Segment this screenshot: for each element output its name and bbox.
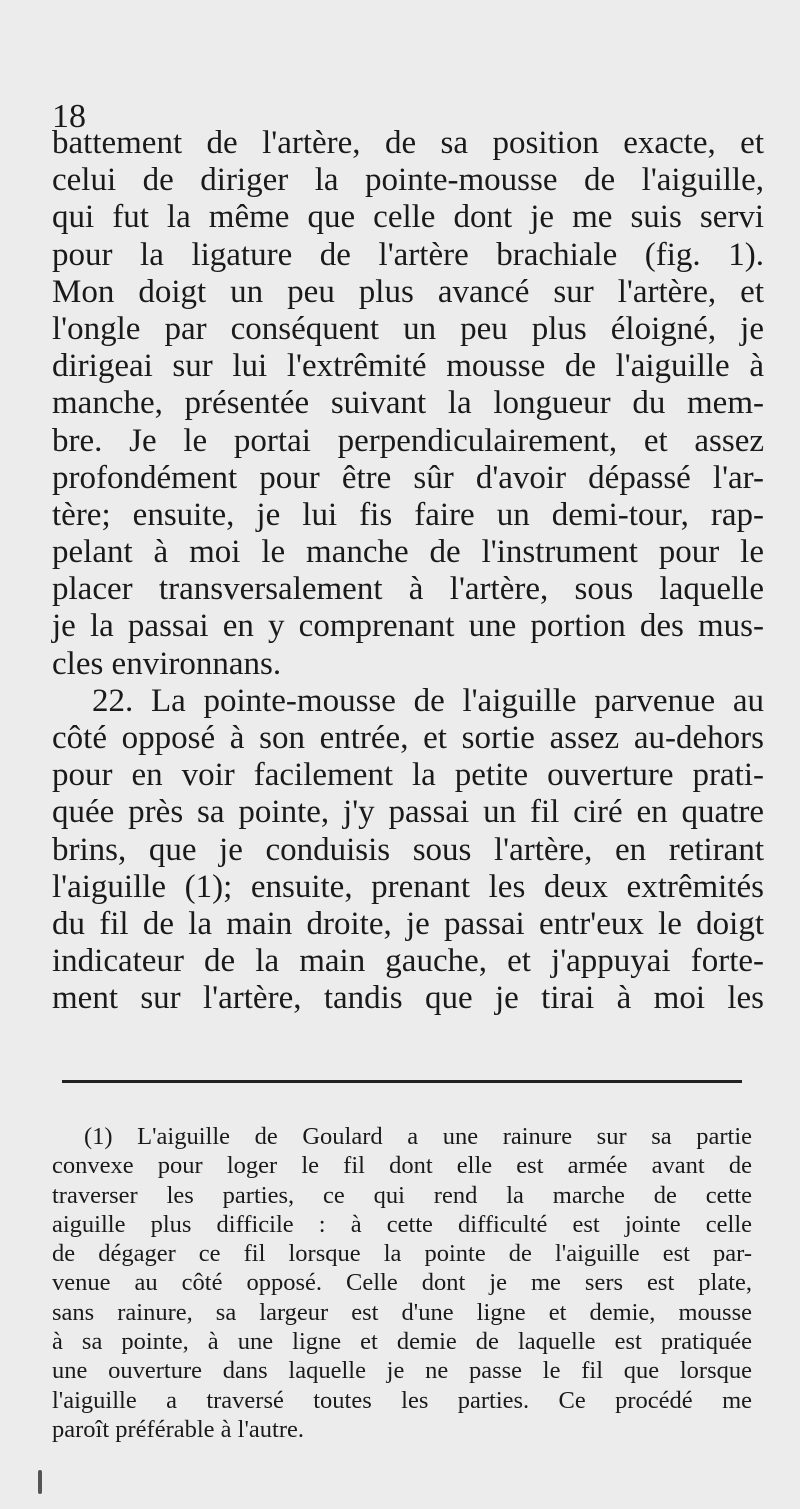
footnote-line: convexe pour loger le fil dont elle est armée avant de [52, 1152, 752, 1180]
text-line: côté opposé à son entrée, et sortie assez au-dehors [52, 720, 764, 756]
text-line: quée près sa pointe, j'y passai un fil ciré en quatre [52, 794, 764, 831]
text-line: dirigeai sur lui l'extrêmité mousse de l'aiguille à [52, 348, 764, 385]
footnote [52, 1122, 752, 1444]
footnote-line: de dégager ce fil lorsque la pointe de l'aiguille est par- [52, 1240, 752, 1268]
footnote-line: à sa pointe, à une ligne et demie de laquelle est pratiquée [52, 1328, 752, 1356]
page-number: 18 [52, 98, 86, 135]
main-text [52, 125, 764, 1018]
text-line: manche, présentée suivant la longueur du mem- [52, 385, 764, 422]
text-line: l'aiguille (1); ensuite, prenant les deux extrêmités [52, 868, 764, 905]
text-line: placer transversalement à l'artère, sous laquelle [52, 571, 764, 608]
text-line: pour la ligature de l'artère brachiale (fig. 1). [52, 236, 764, 273]
text-line: l'ongle par conséquent un peu plus éloigné, je [52, 310, 764, 347]
text-line: cles environnans. [52, 645, 282, 682]
text-line: pelant à moi le manche de l'instrument pour le [52, 534, 764, 571]
text-line: indicateur de la main gauche, et j'appuyai forte- [52, 943, 764, 980]
footnote-line: traverser les parties, ce qui rend la marche de cette [52, 1181, 752, 1209]
text-line: profondément pour être sûr d'avoir dépassé l'ar- [52, 459, 764, 496]
text-line: qui fut la même que celle dont je me suis servi [52, 199, 764, 236]
text-line: du fil de la main droite, je passai entr'eux le doigt [52, 905, 764, 942]
footnote-line: (1) L'aiguille de Goulard a une rainure sur sa partie [84, 1123, 752, 1150]
footnote-line: paroît préférable à l'autre. [52, 1415, 304, 1443]
footnote-separator [62, 1080, 742, 1083]
text-line: 22. La pointe-mousse de l'aiguille parvenue au [92, 682, 764, 719]
footnote-line: venue au côté opposé. Celle dont je me sers est plate, [52, 1269, 752, 1297]
footnote-line: une ouverture dans laquelle je ne passe le fil que lorsque [52, 1357, 752, 1385]
text-line: pour en voir facilement la petite ouverture prati- [52, 757, 764, 794]
page-edge-mark [38, 1470, 42, 1494]
text-line: celui de diriger la pointe-mousse de l'aiguille, [52, 162, 764, 199]
text-line: battement de l'artère, de sa position exacte, et [52, 125, 764, 161]
footnote-line: l'aiguille a traversé toutes les parties. Ce procédé me [52, 1386, 752, 1414]
text-line: brins, que je conduisis sous l'artère, en retirant [52, 831, 764, 868]
text-line: ment sur l'artère, tandis que je tirai à moi les [52, 980, 764, 1017]
text-line: tère; ensuite, je lui fis faire un demi-tour, rap- [52, 496, 764, 533]
text-line: je la passai en y comprenant une portion des mus- [52, 608, 764, 645]
footnote-line: aiguille plus difficile : à cette difficulté est jointe celle [52, 1210, 752, 1238]
text-line: Mon doigt un peu plus avancé sur l'artère, et [52, 273, 764, 310]
text-line: bre. Je le portai perpendiculairement, et assez [52, 422, 764, 459]
footnote-line: sans rainure, sa largeur est d'une ligne et demie, mousse [52, 1298, 752, 1326]
